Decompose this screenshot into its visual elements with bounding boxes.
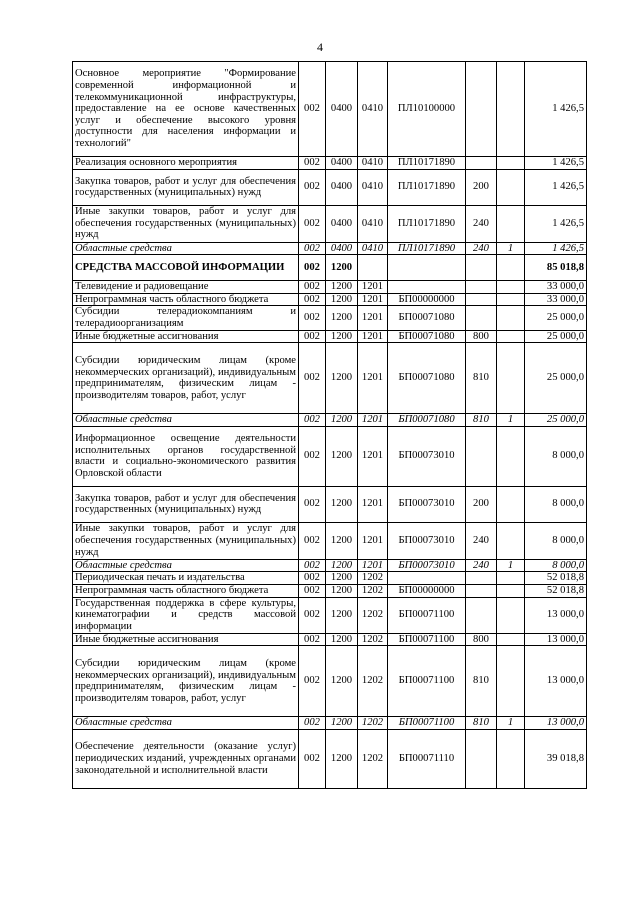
funding-source-cell	[497, 255, 525, 281]
ministry-code-cell: 002	[299, 330, 326, 343]
table-row	[73, 646, 587, 717]
expense-type-cell	[466, 306, 497, 330]
subsection-code-cell: 1202	[358, 584, 388, 597]
expense-type-cell: 240	[466, 242, 497, 255]
ministry-code-cell: 002	[299, 646, 326, 717]
target-article-cell: БП00071100	[388, 717, 466, 730]
amount-cell: 33 000,0	[525, 293, 587, 306]
subsection-code-cell: 1201	[358, 486, 388, 522]
expense-type-cell	[466, 572, 497, 585]
target-article-cell: БП00073010	[388, 426, 466, 486]
table-row	[73, 414, 587, 427]
funding-source-cell	[497, 572, 525, 585]
expense-type-cell	[466, 584, 497, 597]
target-article-cell: ПЛ10100000	[388, 62, 466, 157]
amount-cell: 13 000,0	[525, 646, 587, 717]
section-code-cell: 1200	[326, 559, 358, 572]
subsection-code-cell	[358, 255, 388, 281]
subsection-code-cell: 1201	[358, 426, 388, 486]
section-code-cell: 1200	[326, 597, 358, 633]
section-code-cell: 0400	[326, 169, 358, 205]
row-name-cell: Государственная поддержка в сфере культуры, кинематографии и средств массовой информации	[73, 597, 299, 633]
section-code-cell: 1200	[326, 414, 358, 427]
ministry-code-cell: 002	[299, 522, 326, 559]
section-code-cell: 1200	[326, 584, 358, 597]
ministry-code-cell: 002	[299, 559, 326, 572]
row-name-cell: Непрограммная часть областного бюджета	[73, 293, 299, 306]
row-name-cell: Областные средства	[73, 559, 299, 572]
row-name-cell: Периодическая печать и издательства	[73, 572, 299, 585]
section-code-cell: 1200	[326, 330, 358, 343]
target-article-cell: БП00071080	[388, 330, 466, 343]
amount-cell: 52 018,8	[525, 584, 587, 597]
amount-cell: 39 018,8	[525, 729, 587, 788]
table-row	[73, 729, 587, 788]
table-row	[73, 255, 587, 281]
funding-source-cell	[497, 597, 525, 633]
amount-cell: 25 000,0	[525, 343, 587, 414]
subsection-code-cell: 1202	[358, 717, 388, 730]
expense-type-cell: 240	[466, 559, 497, 572]
subsection-code-cell: 1201	[358, 293, 388, 306]
table-row	[73, 584, 587, 597]
funding-source-cell	[497, 330, 525, 343]
table-row	[73, 572, 587, 585]
section-code-cell: 1200	[326, 343, 358, 414]
amount-cell: 8 000,0	[525, 559, 587, 572]
section-code-cell: 0400	[326, 62, 358, 157]
target-article-cell: ПЛ10171890	[388, 157, 466, 170]
ministry-code-cell: 002	[299, 169, 326, 205]
section-code-cell: 0400	[326, 242, 358, 255]
target-article-cell: БП00071110	[388, 729, 466, 788]
target-article-cell: ПЛ10171890	[388, 242, 466, 255]
table-row	[73, 426, 587, 486]
ministry-code-cell: 002	[299, 281, 326, 294]
funding-source-cell	[497, 293, 525, 306]
expense-type-cell: 810	[466, 414, 497, 427]
subsection-code-cell: 0410	[358, 62, 388, 157]
row-name-cell: Областные средства	[73, 717, 299, 730]
row-name-cell: Основное мероприятие "Формирование современной информационной и телекоммуникационной инфраструктуры, предоставление на ее основе качественных услуг и обеспечение высокого уровня доступности для населения информации и технологий"	[73, 62, 299, 157]
table-row	[73, 169, 587, 205]
target-article-cell: БП00071080	[388, 414, 466, 427]
subsection-code-cell: 1201	[358, 330, 388, 343]
funding-source-cell	[497, 306, 525, 330]
funding-source-cell	[497, 729, 525, 788]
subsection-code-cell: 0410	[358, 205, 388, 242]
expense-type-cell	[466, 281, 497, 294]
target-article-cell: БП00071080	[388, 343, 466, 414]
target-article-cell	[388, 281, 466, 294]
amount-cell: 13 000,0	[525, 717, 587, 730]
target-article-cell: БП00071080	[388, 306, 466, 330]
amount-cell: 1 426,5	[525, 205, 587, 242]
row-name-cell: Областные средства	[73, 414, 299, 427]
target-article-cell: БП00000000	[388, 584, 466, 597]
row-name-cell: Иные бюджетные ассигнования	[73, 633, 299, 646]
table-row	[73, 486, 587, 522]
section-code-cell: 1200	[326, 486, 358, 522]
expense-type-cell: 810	[466, 646, 497, 717]
expense-type-cell	[466, 293, 497, 306]
subsection-code-cell: 1202	[358, 597, 388, 633]
subsection-code-cell: 1201	[358, 281, 388, 294]
row-name-cell: Субсидии телерадиокомпаниям и телерадиоорганизациям	[73, 306, 299, 330]
subsection-code-cell: 1202	[358, 646, 388, 717]
section-code-cell: 1200	[326, 729, 358, 788]
funding-source-cell: 1	[497, 414, 525, 427]
ministry-code-cell: 002	[299, 255, 326, 281]
expense-type-cell	[466, 597, 497, 633]
section-code-cell: 1200	[326, 522, 358, 559]
target-article-cell: БП00073010	[388, 486, 466, 522]
table-row	[73, 306, 587, 330]
amount-cell: 8 000,0	[525, 486, 587, 522]
target-article-cell: ПЛ10171890	[388, 205, 466, 242]
target-article-cell: ПЛ10171890	[388, 169, 466, 205]
target-article-cell: БП00071100	[388, 633, 466, 646]
amount-cell: 25 000,0	[525, 414, 587, 427]
ministry-code-cell: 002	[299, 426, 326, 486]
section-code-cell: 1200	[326, 646, 358, 717]
funding-source-cell	[497, 646, 525, 717]
funding-source-cell	[497, 205, 525, 242]
amount-cell: 25 000,0	[525, 306, 587, 330]
row-name-cell: Закупка товаров, работ и услуг для обеспечения государственных (муниципальных) нужд	[73, 486, 299, 522]
funding-source-cell	[497, 343, 525, 414]
ministry-code-cell: 002	[299, 205, 326, 242]
row-name-cell: Иные закупки товаров, работ и услуг для обеспечения государственных (муниципальных) нужд	[73, 205, 299, 242]
ministry-code-cell: 002	[299, 293, 326, 306]
amount-cell: 52 018,8	[525, 572, 587, 585]
subsection-code-cell: 1201	[358, 414, 388, 427]
table-row	[73, 205, 587, 242]
funding-source-cell	[497, 281, 525, 294]
expense-type-cell	[466, 426, 497, 486]
expense-type-cell: 240	[466, 522, 497, 559]
subsection-code-cell: 0410	[358, 169, 388, 205]
amount-cell: 8 000,0	[525, 522, 587, 559]
funding-source-cell	[497, 633, 525, 646]
amount-cell: 85 018,8	[525, 255, 587, 281]
expense-type-cell: 240	[466, 205, 497, 242]
expense-type-cell	[466, 62, 497, 157]
ministry-code-cell: 002	[299, 62, 326, 157]
section-code-cell: 1200	[326, 281, 358, 294]
subsection-code-cell: 1201	[358, 559, 388, 572]
target-article-cell	[388, 255, 466, 281]
row-name-cell: Телевидение и радиовещание	[73, 281, 299, 294]
expense-type-cell: 800	[466, 330, 497, 343]
expense-type-cell: 810	[466, 343, 497, 414]
ministry-code-cell: 002	[299, 414, 326, 427]
amount-cell: 33 000,0	[525, 281, 587, 294]
ministry-code-cell: 002	[299, 633, 326, 646]
section-code-cell: 0400	[326, 205, 358, 242]
amount-cell: 1 426,5	[525, 242, 587, 255]
funding-source-cell	[497, 522, 525, 559]
table-row	[73, 597, 587, 633]
row-name-cell: Иные бюджетные ассигнования	[73, 330, 299, 343]
target-article-cell: БП00073010	[388, 559, 466, 572]
row-name-cell: Субсидии юридическим лицам (кроме некоммерческих организаций), индивидуальным предпринимателям, физическим лицам - производителям товаров, работ, услуг	[73, 646, 299, 717]
ministry-code-cell: 002	[299, 572, 326, 585]
row-name-cell: Закупка товаров, работ и услуг для обеспечения государственных (муниципальных) нужд	[73, 169, 299, 205]
funding-source-cell	[497, 157, 525, 170]
ministry-code-cell: 002	[299, 242, 326, 255]
amount-cell: 13 000,0	[525, 597, 587, 633]
target-article-cell: БП00000000	[388, 293, 466, 306]
ministry-code-cell: 002	[299, 584, 326, 597]
table-row	[73, 242, 587, 255]
expense-type-cell: 200	[466, 486, 497, 522]
target-article-cell: БП00071100	[388, 597, 466, 633]
subsection-code-cell: 1202	[358, 729, 388, 788]
funding-source-cell	[497, 426, 525, 486]
expense-type-cell: 200	[466, 169, 497, 205]
target-article-cell: БП00073010	[388, 522, 466, 559]
row-name-cell: Непрограммная часть областного бюджета	[73, 584, 299, 597]
amount-cell: 1 426,5	[525, 157, 587, 170]
target-article-cell	[388, 572, 466, 585]
amount-cell: 25 000,0	[525, 330, 587, 343]
expense-type-cell: 800	[466, 633, 497, 646]
subsection-code-cell: 1202	[358, 572, 388, 585]
target-article-cell: БП00071100	[388, 646, 466, 717]
row-name-cell: Информационное освещение деятельности исполнительных органов государственной власти и социально-экономического развития Орловской области	[73, 426, 299, 486]
table-row	[73, 157, 587, 170]
expense-type-cell: 810	[466, 717, 497, 730]
row-name-cell: Реализация основного мероприятия	[73, 157, 299, 170]
subsection-code-cell: 1202	[358, 633, 388, 646]
budget-table	[72, 61, 587, 789]
section-code-cell: 1200	[326, 426, 358, 486]
section-code-cell: 1200	[326, 717, 358, 730]
funding-source-cell: 1	[497, 717, 525, 730]
subsection-code-cell: 1201	[358, 306, 388, 330]
section-code-cell: 1200	[326, 633, 358, 646]
row-name-cell: Обеспечение деятельности (оказание услуг) периодических изданий, учрежденных органами законодательной и исполнительной власти	[73, 729, 299, 788]
section-code-cell: 0400	[326, 157, 358, 170]
ministry-code-cell: 002	[299, 729, 326, 788]
funding-source-cell	[497, 584, 525, 597]
row-name-cell: Иные закупки товаров, работ и услуг для обеспечения государственных (муниципальных) нужд	[73, 522, 299, 559]
subsection-code-cell: 1201	[358, 343, 388, 414]
subsection-code-cell: 0410	[358, 157, 388, 170]
table-row	[73, 281, 587, 294]
ministry-code-cell: 002	[299, 157, 326, 170]
table-row	[73, 717, 587, 730]
expense-type-cell	[466, 255, 497, 281]
amount-cell: 8 000,0	[525, 426, 587, 486]
ministry-code-cell: 002	[299, 306, 326, 330]
expense-type-cell	[466, 729, 497, 788]
table-row	[73, 522, 587, 559]
table-row	[73, 633, 587, 646]
subsection-code-cell: 0410	[358, 242, 388, 255]
funding-source-cell	[497, 169, 525, 205]
amount-cell: 1 426,5	[525, 62, 587, 157]
funding-source-cell	[497, 486, 525, 522]
ministry-code-cell: 002	[299, 597, 326, 633]
row-name-cell: Субсидии юридическим лицам (кроме некоммерческих организаций), индивидуальным предпринимателям, физическим лицам - производителям товаров, работ, услуг	[73, 343, 299, 414]
section-code-cell: 1200	[326, 572, 358, 585]
ministry-code-cell: 002	[299, 343, 326, 414]
table-row	[73, 62, 587, 157]
table-row	[73, 559, 587, 572]
table-row	[73, 343, 587, 414]
table-row	[73, 293, 587, 306]
funding-source-cell: 1	[497, 242, 525, 255]
row-name-cell: СРЕДСТВА МАССОВОЙ ИНФОРМАЦИИ	[73, 255, 299, 281]
funding-source-cell	[497, 62, 525, 157]
section-code-cell: 1200	[326, 255, 358, 281]
row-name-cell: Областные средства	[73, 242, 299, 255]
amount-cell: 1 426,5	[525, 169, 587, 205]
page-number: 4	[317, 40, 323, 54]
funding-source-cell: 1	[497, 559, 525, 572]
amount-cell: 13 000,0	[525, 633, 587, 646]
expense-type-cell	[466, 157, 497, 170]
ministry-code-cell: 002	[299, 717, 326, 730]
ministry-code-cell: 002	[299, 486, 326, 522]
budget-table-body	[73, 62, 587, 789]
table-row	[73, 330, 587, 343]
subsection-code-cell: 1201	[358, 522, 388, 559]
section-code-cell: 1200	[326, 293, 358, 306]
section-code-cell: 1200	[326, 306, 358, 330]
